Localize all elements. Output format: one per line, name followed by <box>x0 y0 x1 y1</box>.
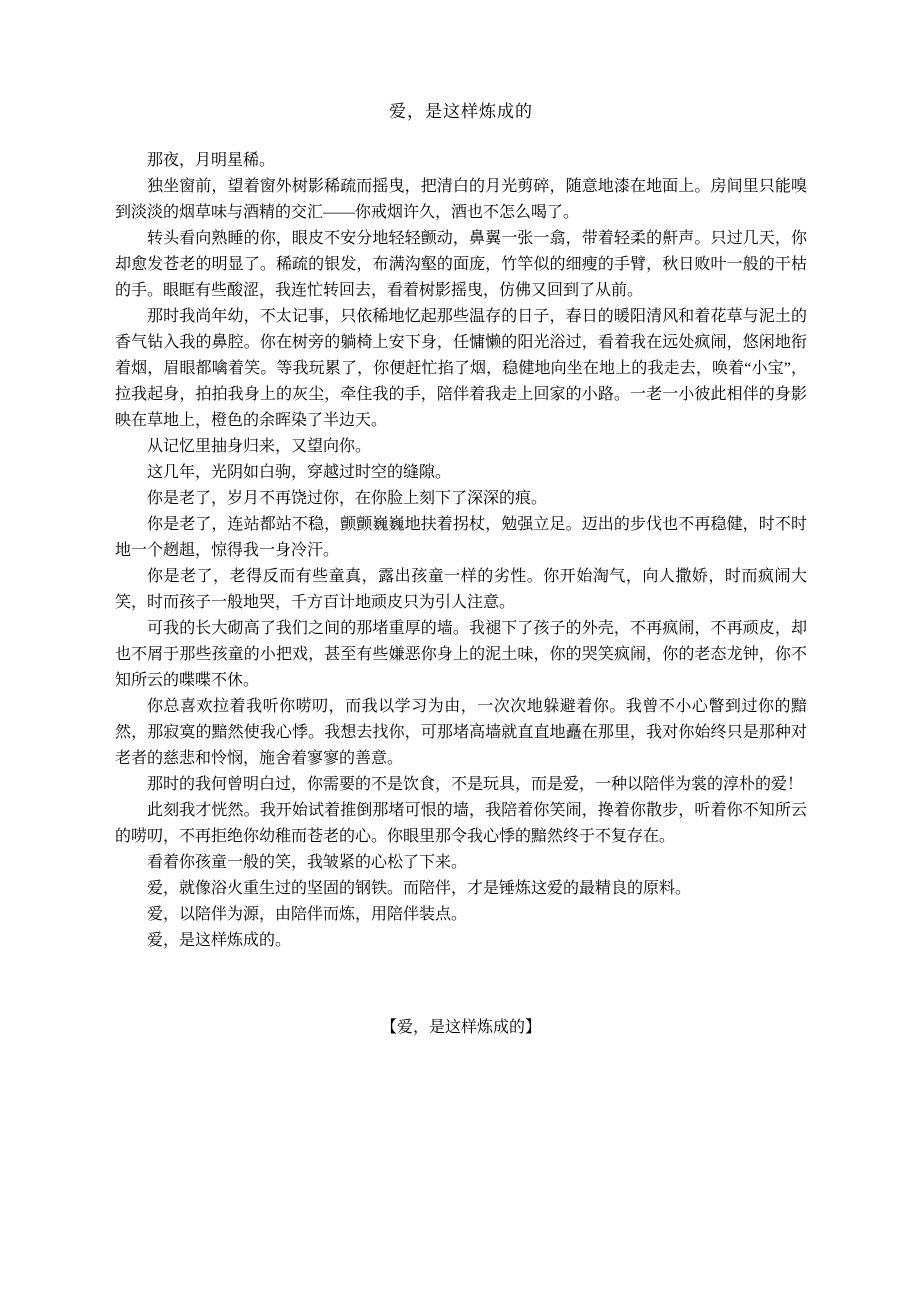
paragraph: 爱，以陪伴为源，由陪伴而炼，用陪伴装点。 <box>147 906 468 923</box>
footer-title: 【爱，是这样炼成的】 <box>380 1019 541 1036</box>
paragraph: 那夜，月明星稀。 <box>147 152 276 169</box>
paragraph: 你是老了，连站都站不稳，颤颤巍巍地扶着拐杖，勉强立足。迈出的步伐也不再稳健，时不时地一个趔趄，惊得我一身冷汗。 <box>115 516 807 559</box>
paragraph: 这几年，光阴如白驹，穿越过时空的缝隙。 <box>147 464 452 481</box>
paragraph: 看着你孩童一般的笑，我皱紧的心松了下来。 <box>147 854 468 871</box>
paragraph: 你总喜欢拉着我听你唠叨，而我以学习为由，一次次地躲避着你。我曾不小心瞥到过你的黯然，那寂寞的黯然使我心悸。我想去找你，可那堵高墙就直直地矗在那里，我对你始终只是那种对老者的慈悲和怜悯，施舍着寥寥的善意。 <box>115 698 807 767</box>
paragraph: 独坐窗前，望着窗外树影稀疏而摇曳，把清白的月光剪碎，随意地漆在地面上。房间里只能嗅到淡淡的烟草味与酒精的交汇——你戒烟许久，酒也不怎么喝了。 <box>115 178 807 221</box>
paragraph: 此刻我才恍然。我开始试着推倒那堵可恨的墙，我陪着你笑闹，搀着你散步，听着你不知所云的唠叨，不再拒绝你幼稚而苍老的心。你眼里那令我心悸的黯然终于不复存在。 <box>115 802 807 845</box>
paragraph: 从记忆里抽身归来，又望向你。 <box>147 438 372 455</box>
paragraph: 爱，就像浴火重生过的坚固的钢铁。而陪伴，才是锤炼这爱的最精良的原料。 <box>147 880 692 897</box>
document-body <box>115 148 807 954</box>
paragraph: 那时的我何曾明白过，你需要的不是饮食，不是玩具，而是爱，一种以陪伴为裳的淳朴的爱！ <box>147 776 804 793</box>
paragraph: 转头看向熟睡的你，眼皮不安分地轻轻颤动，鼻翼一张一翕，带着轻柔的鼾声。只过几天，你却愈发苍老的明显了。稀疏的银发，布满沟壑的面庞，竹竿似的细瘦的手臂，秋日败叶一般的干枯的手。眼眶有些酸涩，我连忙转回去，看着树影摇曳，仿佛又回到了从前。 <box>115 230 807 299</box>
page-title: 爱，是这样炼成的 <box>389 102 533 121</box>
paragraph: 可我的长大砌高了我们之间的那堵重厚的墙。我褪下了孩子的外壳，不再疯闹，不再顽皮，却也不屑于那些孩童的小把戏，甚至有些嫌恶你身上的泥土味，你的哭笑疯闹，你的老态龙钟，你不知所云的喋喋不休。 <box>115 620 807 689</box>
paragraph: 你是老了，老得反而有些童真，露出孩童一样的劣性。你开始淘气，向人撒娇，时而疯闹大笑，时而孩子一般地哭，千方百计地顽皮只为引人注意。 <box>115 568 807 611</box>
paragraph: 你是老了，岁月不再饶过你，在你脸上刻下了深深的痕。 <box>147 490 548 507</box>
paragraph: 那时我尚年幼，不太记事，只依稀地忆起那些温存的日子，春日的暖阳清风和着花草与泥土的香气钻入我的鼻腔。你在树旁的躺椅上安下身，任慵懒的阳光浴过，看着我在远处疯闹，悠闲地衔着烟，眉眼都噙着笑。等我玩累了，你便赶忙掐了烟，稳健地向坐在地上的我走去，唤着“小宝”，拉我起身，拍拍我身上的灰尘，牵住我的手，陪伴着我走上回家的小路。一老一小彼此相伴的身影映在草地上，橙色的余晖染了半边天。 <box>115 308 807 429</box>
paragraph: 爱，是这样炼成的。 <box>147 932 292 949</box>
